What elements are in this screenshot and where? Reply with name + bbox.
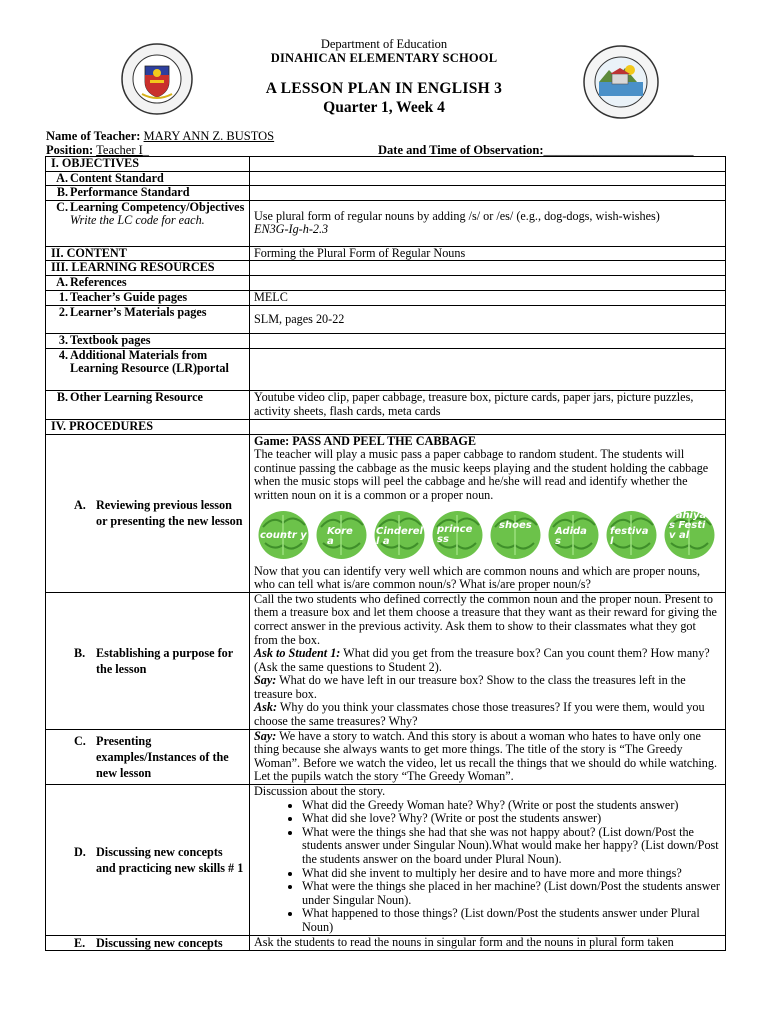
list-item: • What happened to those things? (List down/Post the students answer under Plural Noun) (302, 907, 721, 934)
competency-value: Use plural form of regular nouns by adding /s/ or /es/ (e.g., dog-dogs, wish-wishes) EN3G-Ig-h-2.3 (250, 200, 726, 246)
list-item: • What were the things she placed in her machine? (List down/Post the students answer under Singular Noun). (302, 880, 721, 907)
textbook-value (250, 333, 726, 348)
teacher-name-line (46, 129, 274, 143)
teachers-guide-label: 1. Teacher’s Guide pages (46, 291, 250, 306)
performance-standard-row (46, 186, 726, 201)
content-row (46, 246, 726, 261)
references-label: A. References (46, 276, 250, 291)
lesson-plan-quarter: Quarter 1, Week 4 (323, 99, 445, 116)
objectives-heading-row (46, 157, 726, 172)
cabbage-word: festiva l (610, 525, 649, 547)
position-blank: _ (142, 143, 150, 157)
performance-standard-value (250, 186, 726, 201)
resources-heading: III. LEARNING RESOURCES (46, 261, 250, 276)
cabbage-card (605, 509, 658, 561)
teachers-guide-row (46, 291, 726, 306)
procedure-a-content (250, 434, 726, 592)
procedure-b-row (46, 592, 726, 729)
lc-code-note: Write the LC code for each. (70, 213, 205, 228)
objectives-heading: I. OBJECTIVES (46, 157, 250, 172)
content-value: Forming the Plural Form of Regular Nouns (250, 246, 726, 261)
position-value: Teacher I (96, 143, 143, 157)
cabbage-card (373, 509, 426, 561)
content-heading: II. CONTENT (46, 246, 250, 261)
procedure-d-content: Discussion about the story. • What did the Greedy Woman hate? Why? (Write or post the students answer) • What did she love? Why? (Write or post the students answer) • What were the things she had that she was not happy about? (List down/Post the students answer under Singular Noun).What would make her happy? (List down/Post the students answer on the board under Plural Noun). • What did she invent to multiply her desire and to have more and more things? • What were the things she placed in her machine? (List down/Post the students answer under Singular Noun). • What happened to those things? (List down/Post the students answer under Plural Noun) (250, 785, 726, 936)
procedure-c-label: C. Presenting examples/Instances of the new lesson (46, 729, 250, 784)
textbook-row (46, 333, 726, 348)
cabbage-card (663, 509, 716, 561)
learners-materials-row (46, 305, 726, 333)
learners-materials-label: 2. Learner’s Materials pages (46, 305, 250, 333)
cabbage-word: Kore a (327, 525, 353, 547)
observation-blank: ________________________ (543, 143, 694, 157)
game-title: Game: PASS AND PEEL THE CABBAGE (254, 433, 477, 448)
list-item: • What did the Greedy Woman hate? Why? (Write or post the students answer) (302, 799, 721, 813)
procedure-d-row (46, 785, 726, 936)
cabbage-word: Cinderell a (376, 525, 423, 547)
procedure-e-label: E. Discussing new concepts (46, 935, 250, 950)
procedure-c-row (46, 729, 726, 784)
procedure-a-label: A. Reviewing previous lesson or presenting the new lesson (46, 434, 250, 592)
content-standard-label: A. Content Standard (46, 171, 250, 186)
content-standard-row (46, 171, 726, 186)
cabbage-card (431, 509, 484, 561)
procedure-e-content: Ask the students to read the nouns in singular form and the nouns in plural form taken (250, 935, 726, 950)
lesson-plan-title: A LESSON PLAN IN ENGLISH 3 (265, 80, 503, 97)
observation-label: Date and Time of Observation: (378, 143, 544, 157)
procedure-b-content: Call the two students who defined correctly the common noun and the proper noun. Present to them a treasure box and let them choose a treasure that they want as their reward for giving the correct answer in the previous activity. Ask them to show to their classmates what they got from the box. Ask to Student 1: What did you get from the treasure box? Can you count them? How many? (Ask the same questions to Student 2). Say: What do we have left in our treasure box? Show to the class the treasures left in the treasure box. Ask: Why do you think your classmates chose those treasures? If you were them, would you choose the same treasures? Why? (250, 592, 726, 729)
cabbage-word: shoes (499, 519, 532, 531)
procedure-a-row (46, 434, 726, 592)
additional-materials-value (250, 348, 726, 390)
objectives-heading-blank (250, 157, 726, 172)
resources-heading-row (46, 261, 726, 276)
department-name: Department of Education (320, 37, 448, 51)
competency-row (46, 200, 726, 246)
cabbage-card (257, 509, 310, 561)
procedures-heading: IV. PROCEDURES (46, 419, 250, 434)
school-name: DINAHICAN ELEMENTARY SCHOOL (270, 51, 498, 65)
other-resource-value: Youtube video clip, paper cabbage, treasure box, picture cards, paper jars, picture puzzles, activity sheets, flash cards, meta cards (250, 390, 726, 419)
cabbage-card (315, 509, 368, 561)
cabbage-word: countr y (260, 529, 307, 541)
resources-heading-blank (250, 261, 726, 276)
other-resource-row (46, 390, 726, 419)
teacher-name-value: MARY ANN Z. BUSTOS (143, 129, 275, 143)
references-blank (250, 276, 726, 291)
cabbage-row (257, 509, 721, 563)
position-label: Position: (46, 143, 94, 157)
procedures-heading-blank (250, 419, 726, 434)
cabbage-word: Pahiya s Festiv al (669, 509, 707, 541)
cabbage-word: Adida s (555, 525, 587, 547)
performance-standard-label: B. Performance Standard (46, 186, 250, 201)
competency-label: C. Learning Competency/Objectives Write the LC code for each. (46, 200, 250, 246)
cabbage-card (489, 509, 542, 561)
discussion-questions (254, 799, 721, 935)
competency-code: EN3G-Ig-h-2.3 (254, 222, 329, 237)
teachers-guide-value: MELC (250, 291, 726, 306)
list-item: • What did she invent to multiply her desire and to have more and more things? (302, 867, 721, 881)
lesson-plan-table (45, 156, 726, 951)
procedure-b-label: B. Establishing a purpose for the lesson (46, 592, 250, 729)
procedure-e-row (46, 935, 726, 950)
textbook-label: 3. Textbook pages (46, 333, 250, 348)
procedures-heading-row (46, 419, 726, 434)
other-resource-label: B. Other Learning Resource (46, 390, 250, 419)
document-header (0, 37, 768, 117)
references-row (46, 276, 726, 291)
procedure-d-label: D. Discussing new concepts and practicing new skills # 1 (46, 785, 250, 936)
learners-materials-value: SLM, pages 20-22 (250, 305, 726, 333)
list-item: • What were the things she had that she was not happy about? (List down/Post the students answer under Singular Noun).What would make her happy? (List down/Post the students answer on the board under Plural Noun). (302, 826, 721, 867)
observation-line (378, 143, 694, 157)
teacher-name-label: Name of Teacher: (46, 129, 141, 143)
cabbage-word: prince ss (437, 523, 473, 545)
game-text: The teacher will play a music pass a paper cabbage to random student. The students will continue passing the cabbage as the music keeps playing and the student holding the cabbage when the music stops will peel the cabbage and he/she will read and identify whether the written noun on it is a common or a proper noun. (254, 447, 709, 502)
game-closing: Now that you can identify very well which are common nouns and which are proper nouns, who can tell what is/are common noun/s? What is/are proper noun/s? (254, 563, 701, 592)
content-standard-value (250, 171, 726, 186)
cabbage-card (547, 509, 600, 561)
procedure-c-content: Say: We have a story to watch. And this story is about a woman who hates to have only one thing because she always wants to get more things. The title of the story is “The Greedy Woman”. Before we watch the video, let us recall the things that we should do while watching. Let the pupils watch the story “The Greedy Woman”. (250, 729, 726, 784)
list-item: • What did she love? Why? (Write or post the students answer) (302, 812, 721, 826)
position-line (46, 143, 726, 157)
additional-materials-row (46, 348, 726, 390)
additional-materials-label: 4. Additional Materials from Learning Resource (LR)portal (46, 348, 250, 390)
